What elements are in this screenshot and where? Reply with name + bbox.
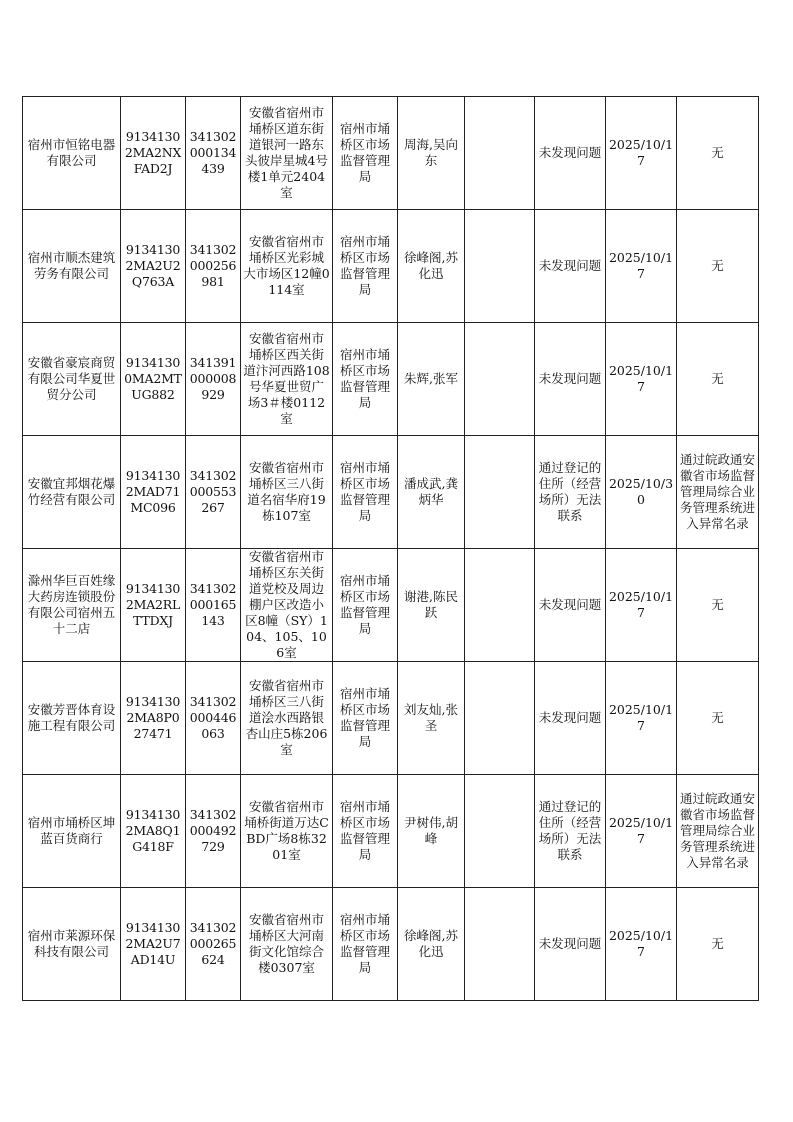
company-name-cell: 宿州市顺杰建筑劳务有限公司: [23, 210, 121, 323]
action-cell: 无: [677, 888, 759, 1001]
address-cell: 安徽省宿州市埇桥区大河南街文化馆综合楼0307室: [241, 888, 333, 1001]
action-cell: 通过皖政通安徽省市场监督管理局综合业务管理系统进入异常名录: [677, 436, 759, 549]
table-row: [23, 210, 759, 323]
action-cell: 无: [677, 662, 759, 775]
table-row: [23, 549, 759, 662]
table-row: [23, 775, 759, 888]
date-cell: 2025/10/17: [606, 888, 677, 1001]
blank-cell: [465, 662, 535, 775]
credit-code-cell: 91341302MA8Q1G418F: [121, 775, 186, 888]
blank-cell: [465, 888, 535, 1001]
blank-cell: [465, 436, 535, 549]
result-cell: 通过登记的住所（经营场所）无法联系: [535, 436, 606, 549]
date-cell: 2025/10/17: [606, 210, 677, 323]
result-cell: 未发现问题: [535, 662, 606, 775]
date-cell: 2025/10/17: [606, 662, 677, 775]
credit-code-cell: 91341302MA2NXFAD2J: [121, 97, 186, 210]
blank-cell: [465, 775, 535, 888]
address-cell: 安徽省宿州市埇桥区西关街道汴河西路108号华夏世贸广场3＃楼0112室: [241, 323, 333, 436]
registration-number-cell: 341302000265624: [186, 888, 241, 1001]
action-cell: 无: [677, 97, 759, 210]
authority-cell: 宿州市埇桥区市场监督管理局: [333, 323, 398, 436]
credit-code-cell: 91341302MA2RLTTDXJ: [121, 549, 186, 662]
result-cell: 未发现问题: [535, 97, 606, 210]
company-name-cell: 宿州市莱源环保科技有限公司: [23, 888, 121, 1001]
inspectors-cell: 朱辉,张军: [398, 323, 465, 436]
address-cell: 安徽省宿州市埇桥区道东街道银河一路东头彼岸星城4号楼1单元2404室: [241, 97, 333, 210]
registration-number-cell: 341302000134439: [186, 97, 241, 210]
registration-number-cell: 341302000553267: [186, 436, 241, 549]
blank-cell: [465, 549, 535, 662]
date-cell: 2025/10/17: [606, 323, 677, 436]
table-row: [23, 323, 759, 436]
inspectors-cell: 谢港,陈民跃: [398, 549, 465, 662]
credit-code-cell: 91341302MA2U2Q763A: [121, 210, 186, 323]
company-name-cell: 宿州市恒铭电器有限公司: [23, 97, 121, 210]
action-cell: 无: [677, 323, 759, 436]
table-row: [23, 97, 759, 210]
company-name-cell: 安徽省豪宸商贸有限公司华夏世贸分公司: [23, 323, 121, 436]
authority-cell: 宿州市埇桥区市场监督管理局: [333, 775, 398, 888]
date-cell: 2025/10/17: [606, 97, 677, 210]
table-row: [23, 662, 759, 775]
authority-cell: 宿州市埇桥区市场监督管理局: [333, 662, 398, 775]
result-cell: 未发现问题: [535, 210, 606, 323]
registration-number-cell: 341302000256981: [186, 210, 241, 323]
authority-cell: 宿州市埇桥区市场监督管理局: [333, 210, 398, 323]
blank-cell: [465, 210, 535, 323]
result-cell: 未发现问题: [535, 549, 606, 662]
result-cell: 通过登记的住所（经营场所）无法联系: [535, 775, 606, 888]
table-row: [23, 888, 759, 1001]
inspection-table: [22, 96, 759, 1001]
registration-number-cell: 341302000165143: [186, 549, 241, 662]
credit-code-cell: 91341302MA2U7AD14U: [121, 888, 186, 1001]
company-name-cell: 宿州市埇桥区坤蓝百货商行: [23, 775, 121, 888]
date-cell: 2025/10/17: [606, 549, 677, 662]
address-cell: 安徽省宿州市埇桥区三八街道浍水西路银杏山庄5栋206室: [241, 662, 333, 775]
authority-cell: 宿州市埇桥区市场监督管理局: [333, 436, 398, 549]
blank-cell: [465, 97, 535, 210]
inspectors-cell: 徐峰阁,苏化迅: [398, 210, 465, 323]
authority-cell: 宿州市埇桥区市场监督管理局: [333, 888, 398, 1001]
company-name-cell: 安徽芳晋体育设施工程有限公司: [23, 662, 121, 775]
credit-code-cell: 91341300MA2MTUG882: [121, 323, 186, 436]
address-cell: 安徽省宿州市埇桥区东关街道党校及周边棚户区改造小区8幢（SY）104、105、106室: [241, 549, 333, 662]
blank-cell: [465, 323, 535, 436]
date-cell: 2025/10/30: [606, 436, 677, 549]
result-cell: 未发现问题: [535, 323, 606, 436]
company-name-cell: 安徽宜邦烟花爆竹经营有限公司: [23, 436, 121, 549]
address-cell: 安徽省宿州市埇桥区三八街道名宿华府19栋107室: [241, 436, 333, 549]
date-cell: 2025/10/17: [606, 775, 677, 888]
address-cell: 安徽省宿州市埇桥区光彩城大市场区12幢0114室: [241, 210, 333, 323]
inspectors-cell: 潘成武,龚炳华: [398, 436, 465, 549]
inspectors-cell: 尹树伟,胡峰: [398, 775, 465, 888]
inspectors-cell: 周海,吴向东: [398, 97, 465, 210]
action-cell: 无: [677, 549, 759, 662]
registration-number-cell: 341302000446063: [186, 662, 241, 775]
company-name-cell: 滁州华巨百姓缘大药房连锁股份有限公司宿州五十二店: [23, 549, 121, 662]
registration-number-cell: 341302000492729: [186, 775, 241, 888]
action-cell: 通过皖政通安徽省市场监督管理局综合业务管理系统进入异常名录: [677, 775, 759, 888]
credit-code-cell: 91341302MAD71MC096: [121, 436, 186, 549]
table-row: [23, 436, 759, 549]
credit-code-cell: 91341302MA8P027471: [121, 662, 186, 775]
result-cell: 未发现问题: [535, 888, 606, 1001]
inspectors-cell: 刘友灿,张圣: [398, 662, 465, 775]
authority-cell: 宿州市埇桥区市场监督管理局: [333, 549, 398, 662]
registration-number-cell: 341391000008929: [186, 323, 241, 436]
action-cell: 无: [677, 210, 759, 323]
address-cell: 安徽省宿州市埇桥街道万达CBD广场8栋3201室: [241, 775, 333, 888]
authority-cell: 宿州市埇桥区市场监督管理局: [333, 97, 398, 210]
inspectors-cell: 徐峰阁,苏化迅: [398, 888, 465, 1001]
